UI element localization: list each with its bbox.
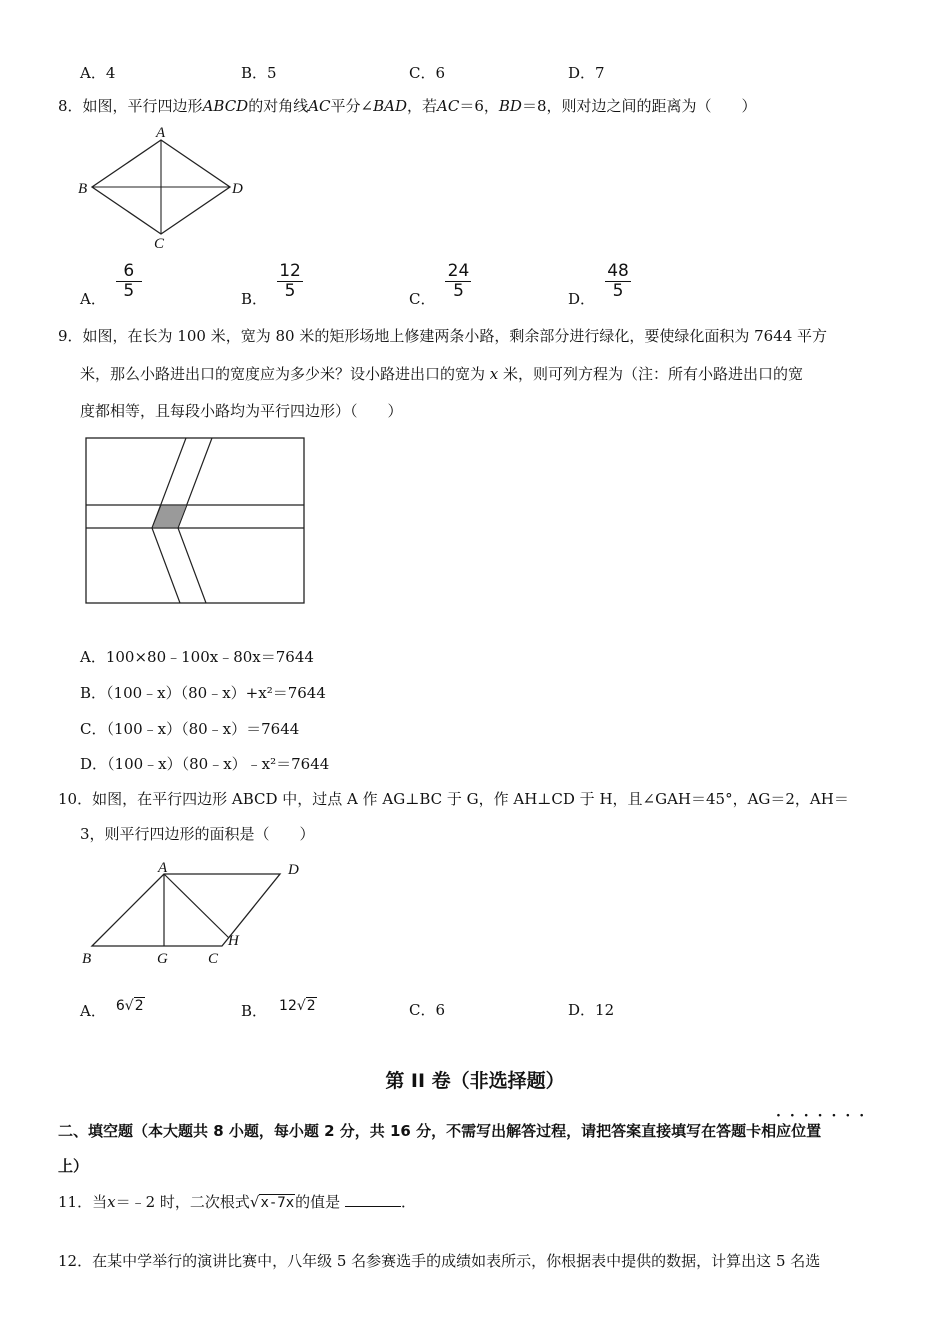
stem-var: AC bbox=[308, 97, 331, 115]
stem-var: x bbox=[489, 365, 499, 383]
label-a: A bbox=[158, 860, 168, 876]
label-d: D bbox=[288, 862, 299, 878]
option-letter: C． bbox=[409, 289, 436, 308]
option-letter: A． bbox=[80, 64, 106, 82]
q7-option-a[interactable] bbox=[80, 62, 115, 83]
q10-option-b[interactable] bbox=[241, 994, 317, 1020]
fraction bbox=[445, 262, 471, 301]
stem-var: x bbox=[107, 1193, 116, 1211]
q10-option-d[interactable] bbox=[568, 999, 614, 1020]
q8-stem bbox=[58, 96, 756, 116]
q10-option-a[interactable] bbox=[80, 994, 145, 1020]
numerator: 48 bbox=[607, 261, 629, 281]
denominator: 5 bbox=[284, 281, 296, 301]
label-b: B bbox=[78, 181, 88, 197]
q8-rhombus-figure bbox=[74, 124, 264, 254]
option-text: 100×80﹣100x﹣80x＝7644 bbox=[105, 648, 314, 666]
q8-option-c[interactable] bbox=[409, 261, 471, 308]
numerator: 12 bbox=[279, 261, 301, 281]
stem-text: ＝6， bbox=[459, 97, 499, 115]
option-text: 12 bbox=[595, 1001, 615, 1019]
q9-option-d[interactable] bbox=[80, 753, 329, 774]
stem-text: ＝﹣2 时，二次根式 bbox=[115, 1193, 250, 1211]
section-heading-line1: 二、填空题（本大题共 8 小题，每小题 2 分，共 16 分，不需写出解答过程，请把答案直接填写在答题卡相应位置 bbox=[58, 1122, 822, 1140]
q10-parallelogram-figure bbox=[76, 856, 316, 972]
stem-text: 米，那么小路进出口的宽度应为多少米？设小路进出口的宽为 bbox=[80, 365, 486, 383]
option-letter: D． bbox=[568, 64, 596, 82]
label-h: H bbox=[228, 933, 239, 949]
numerator: 24 bbox=[447, 261, 470, 281]
denominator: 5 bbox=[453, 281, 464, 301]
parallelogram-outline bbox=[92, 874, 280, 946]
option-letter: D． bbox=[80, 755, 108, 773]
option-letter: B． bbox=[241, 289, 268, 308]
sqrt-sign: √ bbox=[124, 998, 134, 1014]
stem-text: ． bbox=[400, 1193, 416, 1211]
q11-stem bbox=[58, 1192, 416, 1212]
stem-var: BAD bbox=[373, 97, 407, 115]
option-letter: D． bbox=[568, 1001, 596, 1019]
stem-text: 11．当 bbox=[58, 1193, 108, 1211]
option-letter: A． bbox=[80, 648, 106, 666]
option-letter: C． bbox=[409, 64, 436, 82]
coefficient: 6 bbox=[115, 998, 125, 1014]
label-c: C bbox=[208, 951, 219, 967]
option-text: 6 bbox=[435, 64, 446, 82]
stem-var: BD bbox=[498, 97, 522, 115]
field-rectangle bbox=[86, 438, 304, 603]
fraction bbox=[605, 262, 631, 301]
stem-var: AC bbox=[437, 97, 460, 115]
q9-option-b[interactable] bbox=[80, 682, 326, 703]
option-text: （100﹣x）（80﹣x）+x²＝7644 bbox=[106, 684, 326, 702]
section-title: 第 II 卷（非选择题） bbox=[385, 1070, 565, 1092]
stem-text: 的对角线 bbox=[248, 97, 309, 115]
q9-stem-line2 bbox=[80, 364, 803, 384]
q10-stem-line2: 3，则平行四边形的面积是（ ） bbox=[80, 825, 315, 843]
radicand: 2 bbox=[306, 998, 316, 1014]
option-letter: A． bbox=[80, 1002, 106, 1020]
stem-text: 米，则可列方程为（注：所有小路进出口的宽 bbox=[503, 365, 804, 383]
option-letter: B． bbox=[80, 684, 107, 702]
label-c: C bbox=[154, 236, 165, 252]
fraction bbox=[277, 262, 303, 301]
fraction bbox=[116, 262, 142, 301]
section-heading-line2: 上） bbox=[58, 1157, 89, 1175]
option-letter: B． bbox=[241, 1002, 268, 1020]
option-letter: C． bbox=[80, 720, 107, 738]
option-text: 6 bbox=[435, 1001, 446, 1019]
denominator: 5 bbox=[123, 281, 135, 301]
q8-option-d[interactable] bbox=[568, 261, 631, 308]
label-d: D bbox=[232, 181, 243, 197]
option-text: （100﹣x）（80﹣x）＝7644 bbox=[106, 720, 300, 738]
q9-field-figure bbox=[80, 432, 312, 608]
label-g: G bbox=[157, 951, 168, 967]
altitude-ah bbox=[164, 874, 229, 938]
q9-option-a[interactable] bbox=[80, 646, 314, 667]
road-v-right bbox=[178, 438, 212, 603]
option-letter: C． bbox=[409, 1001, 436, 1019]
answer-blank[interactable] bbox=[345, 1192, 401, 1207]
option-text: （100﹣x）（80﹣x）﹣x²＝7644 bbox=[107, 755, 330, 773]
road-intersection-shaded bbox=[152, 505, 187, 528]
stem-text: 如图，平行四边形 bbox=[82, 97, 203, 115]
q7-option-d[interactable] bbox=[568, 62, 605, 83]
option-letter: D． bbox=[568, 289, 596, 308]
option-letter: B． bbox=[241, 64, 268, 82]
q8-option-b[interactable] bbox=[241, 261, 303, 308]
label-a: A bbox=[156, 125, 166, 141]
radicand: 2 bbox=[134, 998, 144, 1014]
q10-stem-line1: 10．如图，在平行四边形 ABCD 中，过点 A 作 AG⊥BC 于 G，作 AH⊥CD 于 H，且∠GAH＝45°，AG＝2，AH＝ bbox=[58, 790, 849, 808]
numerator: 6 bbox=[123, 261, 135, 281]
stem-text: ，若 bbox=[407, 97, 438, 115]
sqrt-sign: √ bbox=[296, 998, 306, 1014]
option-text: 4 bbox=[105, 64, 116, 82]
denominator: 5 bbox=[612, 281, 624, 301]
radical-expr bbox=[116, 998, 145, 1014]
q8-option-a[interactable] bbox=[80, 261, 142, 308]
coefficient: 12 bbox=[279, 998, 297, 1014]
stem-text: 的值是 bbox=[295, 1193, 341, 1211]
question-number: 8． bbox=[58, 97, 83, 115]
q9-stem-line3: 度都相等，且每段小路均为平行四边形）（ ） bbox=[80, 402, 403, 420]
option-letter: A． bbox=[80, 289, 106, 308]
emphasis-dots: ······· bbox=[776, 1108, 874, 1124]
label-b: B bbox=[82, 951, 92, 967]
stem-text: ＝8，则对边之间的距离为（ ） bbox=[521, 97, 757, 115]
sqrt-sign: √ bbox=[249, 1193, 260, 1211]
q9-stem-line1: 9．如图，在长为 100 米，宽为 80 米的矩形场地上修建两条小路，剩余部分进行绿化，要使绿化面积为 7644 平方 bbox=[58, 327, 828, 345]
q12-stem-line1: 12．在某中学举行的演讲比赛中，八年级 5 名参赛选手的成绩如表所示，你根据表中提供的数据，计算出这 5 名选 bbox=[58, 1252, 821, 1270]
radicand: x-7x bbox=[260, 1195, 295, 1211]
stem-text: 平分∠ bbox=[330, 97, 374, 115]
q9-option-c[interactable] bbox=[80, 718, 299, 739]
option-text: 7 bbox=[595, 64, 605, 82]
q10-option-c[interactable] bbox=[409, 999, 445, 1020]
q7-option-b[interactable] bbox=[241, 62, 277, 83]
stem-var: ABCD bbox=[202, 97, 249, 115]
option-text: 5 bbox=[267, 64, 277, 82]
radical-expr bbox=[279, 998, 317, 1014]
q7-option-c[interactable] bbox=[409, 62, 445, 83]
